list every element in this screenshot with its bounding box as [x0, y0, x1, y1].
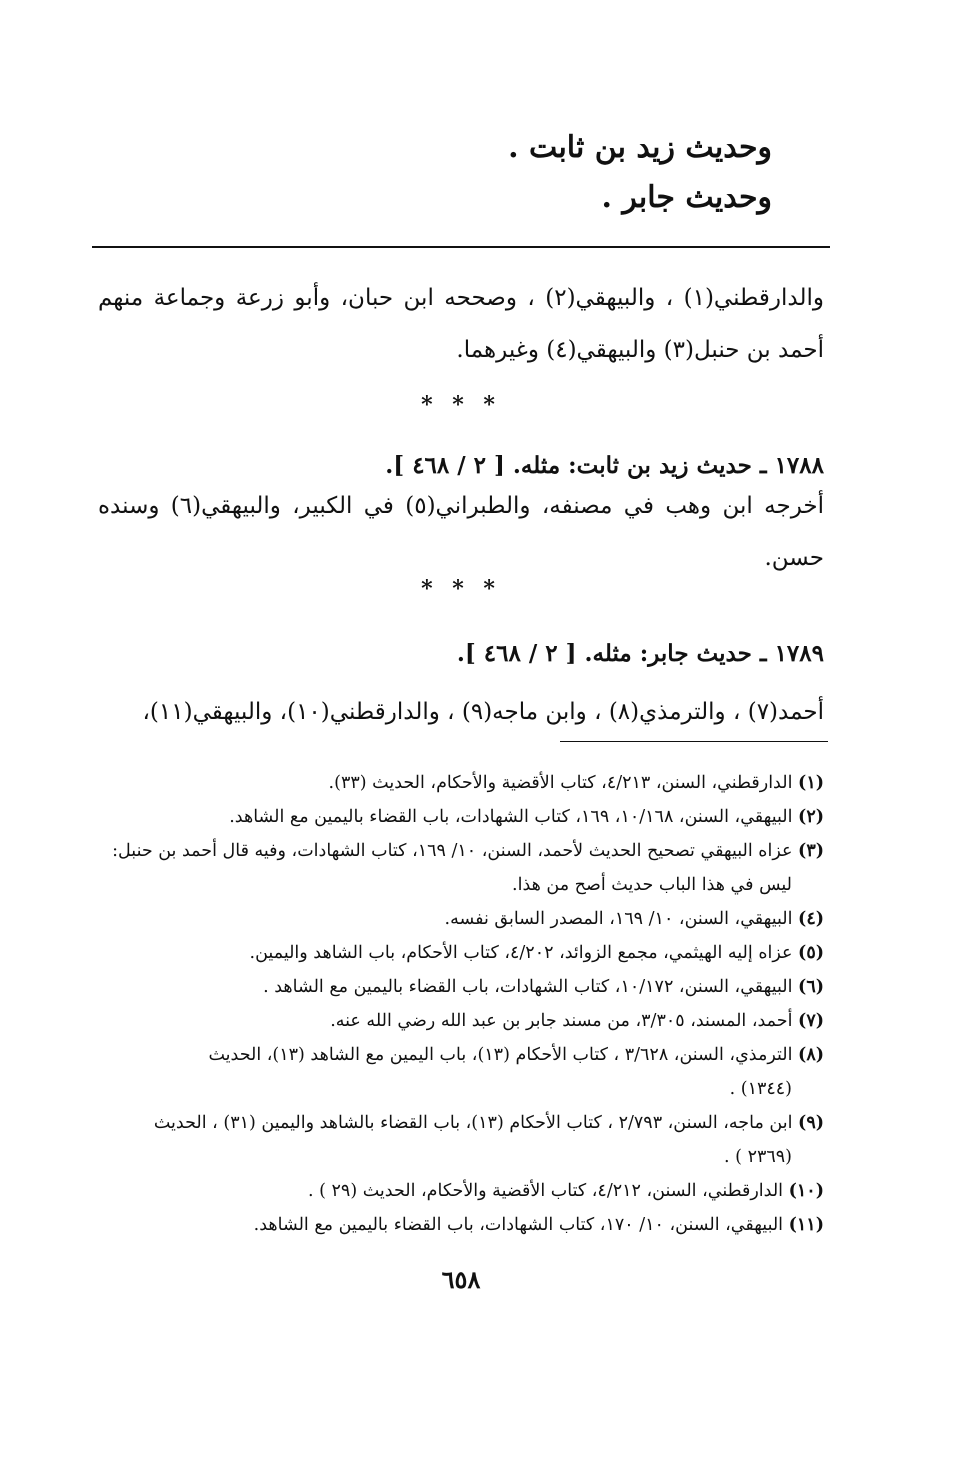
footnotes: [100, 766, 824, 1242]
footnote-continuation: (٢٣٦٩ ) .: [724, 1147, 792, 1167]
page-number: ٦٥٨: [441, 1265, 481, 1294]
footnote-text: البيهقي، السنن، ١٠/١٦٨، ١٦٩، كتاب الشهادات، باب القضاء باليمين مع الشاهد.: [229, 807, 793, 827]
footnote-number: (٧): [798, 1011, 824, 1031]
section-rule: [92, 246, 830, 248]
footnote-number: (١١): [788, 1215, 824, 1235]
footnote-3: [100, 834, 824, 902]
footnote-text: البيهقي، السنن، ١٠/ ١٧٠، كتاب الشهادات، باب القضاء باليمين مع الشاهد.: [253, 1215, 784, 1235]
footnote-1: [100, 766, 824, 800]
footnote-9: [100, 1106, 824, 1174]
footnote-number: (٤): [798, 909, 824, 929]
footnote-text: الدارقطني، السنن، ٤/٢١٣، كتاب الأقضية والأحكام، الحديث (٣٣).: [328, 773, 793, 793]
footnote-continuation: (١٣٤٤) .: [729, 1079, 792, 1099]
hadith-1788-body: أخرجه ابن وهب في مصنفه، والطبراني(٥) في الكبير، والبيهقي(٦) وسنده حسن.: [98, 493, 824, 571]
footnote-number: (٦): [798, 977, 824, 997]
footnote-text: الدارقطني، السنن، ٤/٢١٢، كتاب الأقضية والأحكام، الحديث (٢٩ ) .: [308, 1181, 784, 1201]
separator-stars-1: * * *: [421, 392, 501, 418]
footnote-7: [100, 1004, 824, 1038]
footnote-number: (٨): [798, 1045, 824, 1065]
footnote-number: (٥): [798, 943, 824, 963]
footnote-number: (٢): [798, 807, 824, 827]
footnote-text: البيهقي، السنن، ١٠/١٧٢، كتاب الشهادات، باب القضاء باليمين مع الشاهد .: [263, 977, 793, 997]
footnote-11: [100, 1208, 824, 1242]
footnote-number: (١٠): [788, 1181, 824, 1201]
top-line-zayd: وحديث زيد بن ثابت .: [508, 130, 772, 165]
footnote-6: [100, 970, 824, 1004]
footnote-text: أحمد، المسند، ٣/٣٠٥، من مسند جابر بن عبد الله رضي الله عنه.: [330, 1011, 793, 1031]
footnote-text: البيهقي، السنن، ١٠/ ١٦٩، المصدر السابق نفسه.: [444, 909, 793, 929]
separator-stars-2: * * *: [421, 576, 501, 602]
hadith-1789-heading: ١٧٨٩ ـ حديث جابر: مثله. [ ٢ / ٤٦٨ ].: [456, 640, 824, 667]
footnote-number: (١): [798, 773, 824, 793]
intro-paragraph: والدارقطني(١) ، والبيهقي(٢) ، وصححه ابن حبان، وأبو زرعة وجماعة منهم أحمد بن حنبل(٣) والبيهقي(٤) وغيرهما.: [98, 285, 824, 363]
footnote-text: ابن ماجه، السنن، ٢/٧٩٣ ، كتاب الأحكام (١٣)، باب القضاء بالشاهد واليمين (٣١) ، الحديث: [153, 1113, 793, 1133]
footnote-number: (٣): [798, 841, 824, 861]
top-line-jabir: وحديث جابر .: [601, 180, 772, 215]
footnote-text: عزاه البيهقي تصحيح الحديث لأحمد، السنن، ١٠/ ١٦٩، كتاب الشهادات، وفيه قال أحمد بن حنبل:: [112, 841, 793, 861]
footnote-continuation: ليس في هذا الباب حديث أصح من هذا.: [512, 875, 792, 895]
footnote-2: [100, 800, 824, 834]
footnote-rule: [560, 741, 828, 742]
footnote-text: عزاه إليه الهيثمي، مجمع الزوائد، ٤/٢٠٢، كتاب الأحكام، باب الشاهد واليمين.: [249, 943, 793, 963]
footnote-8: [100, 1038, 824, 1106]
footnote-4: [100, 902, 824, 936]
footnote-5: [100, 936, 824, 970]
hadith-1788-heading: ١٧٨٨ ـ حديث زيد بن ثابت: مثله. [ ٢ / ٤٦٨ ].: [385, 452, 824, 479]
footnote-text: الترمذي، السنن، ٣/٦٢٨ ، كتاب الأحكام (١٣)، باب اليمين مع الشاهد (١٣)، الحديث: [208, 1045, 793, 1065]
hadith-1789-body: أحمد(٧) ، والترمذي(٨) ، وابن ماجه(٩) ، والدارقطني(١٠)، والبيهقي(١١)،: [142, 699, 824, 725]
footnote-10: [100, 1174, 824, 1208]
footnote-number: (٩): [798, 1113, 824, 1133]
